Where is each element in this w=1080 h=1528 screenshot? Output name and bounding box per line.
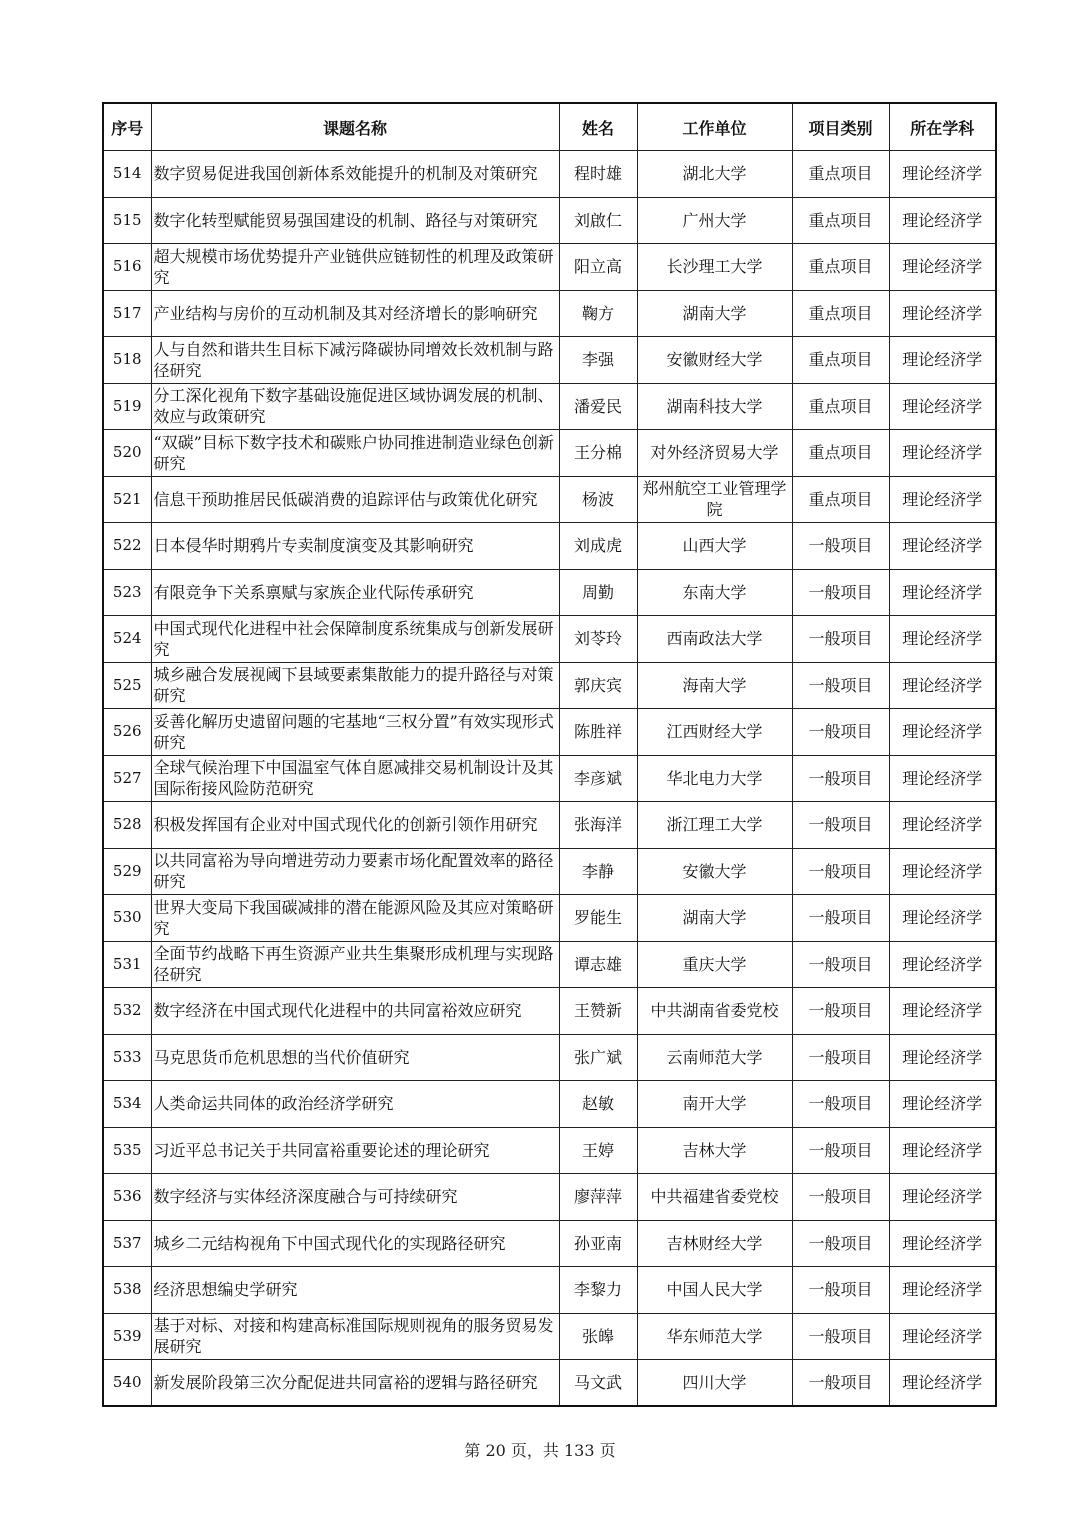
table-row — [103, 755, 996, 802]
table-row — [103, 662, 996, 709]
project-category-cell: 一般项目 — [792, 1220, 889, 1267]
table-row — [103, 709, 996, 756]
work-unit-cell: 湖南大学 — [637, 290, 792, 337]
table-row — [103, 895, 996, 942]
discipline-cell: 理论经济学 — [889, 895, 996, 942]
discipline-cell: 理论经济学 — [889, 1034, 996, 1081]
work-unit-cell: 郑州航空工业管理学院 — [637, 476, 792, 523]
table-row — [103, 1034, 996, 1081]
project-category-cell: 一般项目 — [792, 662, 889, 709]
name-cell: 鞠方 — [559, 290, 637, 337]
project-category-cell: 一般项目 — [792, 616, 889, 663]
project-category-cell: 重点项目 — [792, 290, 889, 337]
project-title-cell: 城乡二元结构视角下中国式现代化的实现路径研究 — [151, 1220, 559, 1267]
page-number-footer: 第 20 页，共 133 页 — [464, 1441, 616, 1460]
project-title-cell: 全球气候治理下中国温室气体自愿减排交易机制设计及其国际衔接风险防范研究 — [151, 755, 559, 802]
table-row — [103, 1360, 996, 1407]
discipline-cell: 理论经济学 — [889, 709, 996, 756]
header-serial-number: 序号 — [103, 103, 151, 151]
discipline-cell: 理论经济学 — [889, 616, 996, 663]
discipline-cell: 理论经济学 — [889, 197, 996, 244]
name-cell: 赵敏 — [559, 1081, 637, 1128]
table-body — [103, 151, 996, 1407]
project-category-cell: 一般项目 — [792, 755, 889, 802]
work-unit-cell: 江西财经大学 — [637, 709, 792, 756]
project-title-cell: 全面节约战略下再生资源产业共生集聚形成机理与实现路径研究 — [151, 941, 559, 988]
work-unit-cell: 中共湖南省委党校 — [637, 988, 792, 1035]
work-unit-cell: 中共福建省委党校 — [637, 1174, 792, 1221]
name-cell: 刘啟仁 — [559, 197, 637, 244]
name-cell: 程时雄 — [559, 151, 637, 198]
discipline-cell: 理论经济学 — [889, 244, 996, 291]
name-cell: 马文武 — [559, 1360, 637, 1407]
serial-number-cell: 522 — [103, 523, 151, 570]
name-cell: 王赞新 — [559, 988, 637, 1035]
discipline-cell: 理论经济学 — [889, 1081, 996, 1128]
table-row — [103, 988, 996, 1035]
work-unit-cell: 湖南科技大学 — [637, 383, 792, 430]
work-unit-cell: 山西大学 — [637, 523, 792, 570]
discipline-cell: 理论经济学 — [889, 941, 996, 988]
name-cell: 王婷 — [559, 1127, 637, 1174]
name-cell: 李黎力 — [559, 1267, 637, 1314]
discipline-cell: 理论经济学 — [889, 988, 996, 1035]
project-title-cell: 马克思货币危机思想的当代价值研究 — [151, 1034, 559, 1081]
serial-number-cell: 515 — [103, 197, 151, 244]
serial-number-cell: 517 — [103, 290, 151, 337]
work-unit-cell: 西南政法大学 — [637, 616, 792, 663]
serial-number-cell: 520 — [103, 430, 151, 477]
project-category-cell: 一般项目 — [792, 988, 889, 1035]
project-title-cell: 经济思想编史学研究 — [151, 1267, 559, 1314]
project-title-cell: 中国式现代化进程中社会保障制度系统集成与创新发展研究 — [151, 616, 559, 663]
project-title-cell: 城乡融合发展视阈下县域要素集散能力的提升路径与对策研究 — [151, 662, 559, 709]
header-discipline: 所在学科 — [889, 103, 996, 151]
work-unit-cell: 湖北大学 — [637, 151, 792, 198]
serial-number-cell: 531 — [103, 941, 151, 988]
work-unit-cell: 安徽财经大学 — [637, 337, 792, 384]
serial-number-cell: 532 — [103, 988, 151, 1035]
discipline-cell: 理论经济学 — [889, 1313, 996, 1360]
project-category-cell: 一般项目 — [792, 802, 889, 849]
discipline-cell: 理论经济学 — [889, 430, 996, 477]
project-category-cell: 重点项目 — [792, 383, 889, 430]
table-row — [103, 1267, 996, 1314]
name-cell: 罗能生 — [559, 895, 637, 942]
header-name: 姓名 — [559, 103, 637, 151]
project-title-cell: 分工深化视角下数字基础设施促进区域协调发展的机制、效应与政策研究 — [151, 383, 559, 430]
name-cell: 张广斌 — [559, 1034, 637, 1081]
serial-number-cell: 519 — [103, 383, 151, 430]
project-list-table — [102, 102, 997, 1407]
serial-number-cell: 535 — [103, 1127, 151, 1174]
work-unit-cell: 湖南大学 — [637, 895, 792, 942]
work-unit-cell: 重庆大学 — [637, 941, 792, 988]
name-cell: 张海洋 — [559, 802, 637, 849]
project-category-cell: 一般项目 — [792, 1267, 889, 1314]
project-category-cell: 一般项目 — [792, 1127, 889, 1174]
serial-number-cell: 528 — [103, 802, 151, 849]
discipline-cell: 理论经济学 — [889, 151, 996, 198]
project-category-cell: 一般项目 — [792, 709, 889, 756]
name-cell: 杨波 — [559, 476, 637, 523]
work-unit-cell: 浙江理工大学 — [637, 802, 792, 849]
project-category-cell: 重点项目 — [792, 151, 889, 198]
serial-number-cell: 516 — [103, 244, 151, 291]
serial-number-cell: 518 — [103, 337, 151, 384]
name-cell: 张皞 — [559, 1313, 637, 1360]
project-title-cell: 数字化转型赋能贸易强国建设的机制、路径与对策研究 — [151, 197, 559, 244]
work-unit-cell: 海南大学 — [637, 662, 792, 709]
discipline-cell: 理论经济学 — [889, 523, 996, 570]
work-unit-cell: 吉林财经大学 — [637, 1220, 792, 1267]
work-unit-cell: 南开大学 — [637, 1081, 792, 1128]
project-category-cell: 重点项目 — [792, 476, 889, 523]
table-row — [103, 151, 996, 198]
project-title-cell: 数字贸易促进我国创新体系效能提升的机制及对策研究 — [151, 151, 559, 198]
project-category-cell: 重点项目 — [792, 244, 889, 291]
discipline-cell: 理论经济学 — [889, 662, 996, 709]
serial-number-cell: 529 — [103, 848, 151, 895]
work-unit-cell: 安徽大学 — [637, 848, 792, 895]
discipline-cell: 理论经济学 — [889, 1360, 996, 1407]
discipline-cell: 理论经济学 — [889, 755, 996, 802]
project-title-cell: 有限竞争下关系禀赋与家族企业代际传承研究 — [151, 569, 559, 616]
table-row — [103, 244, 996, 291]
project-title-cell: 数字经济与实体经济深度融合与可持续研究 — [151, 1174, 559, 1221]
table-row — [103, 197, 996, 244]
serial-number-cell: 540 — [103, 1360, 151, 1407]
serial-number-cell: 526 — [103, 709, 151, 756]
name-cell: 王分棉 — [559, 430, 637, 477]
table-row — [103, 1220, 996, 1267]
project-title-cell: 习近平总书记关于共同富裕重要论述的理论研究 — [151, 1127, 559, 1174]
project-category-cell: 一般项目 — [792, 1034, 889, 1081]
name-cell: 李强 — [559, 337, 637, 384]
project-title-cell: 以共同富裕为导向增进劳动力要素市场化配置效率的路径研究 — [151, 848, 559, 895]
serial-number-cell: 514 — [103, 151, 151, 198]
project-category-cell: 一般项目 — [792, 941, 889, 988]
name-cell: 郭庆宾 — [559, 662, 637, 709]
project-category-cell: 一般项目 — [792, 1174, 889, 1221]
name-cell: 李彦斌 — [559, 755, 637, 802]
serial-number-cell: 537 — [103, 1220, 151, 1267]
project-title-cell: 信息干预助推居民低碳消费的追踪评估与政策优化研究 — [151, 476, 559, 523]
project-category-cell: 重点项目 — [792, 197, 889, 244]
serial-number-cell: 534 — [103, 1081, 151, 1128]
table-row — [103, 1313, 996, 1360]
name-cell: 陈胜祥 — [559, 709, 637, 756]
project-title-cell: “双碳”目标下数字技术和碳账户协同推进制造业绿色创新研究 — [151, 430, 559, 477]
project-title-cell: 产业结构与房价的互动机制及其对经济增长的影响研究 — [151, 290, 559, 337]
header-project-category: 项目类别 — [792, 103, 889, 151]
table-row — [103, 476, 996, 523]
serial-number-cell: 539 — [103, 1313, 151, 1360]
work-unit-cell: 四川大学 — [637, 1360, 792, 1407]
discipline-cell: 理论经济学 — [889, 383, 996, 430]
work-unit-cell: 对外经济贸易大学 — [637, 430, 792, 477]
serial-number-cell: 527 — [103, 755, 151, 802]
project-title-cell: 基于对标、对接和构建高标准国际规则视角的服务贸易发展研究 — [151, 1313, 559, 1360]
table-header-row — [103, 103, 996, 151]
serial-number-cell: 533 — [103, 1034, 151, 1081]
table-row — [103, 616, 996, 663]
work-unit-cell: 长沙理工大学 — [637, 244, 792, 291]
name-cell: 刘苓玲 — [559, 616, 637, 663]
work-unit-cell: 华东师范大学 — [637, 1313, 792, 1360]
serial-number-cell: 524 — [103, 616, 151, 663]
serial-number-cell: 525 — [103, 662, 151, 709]
serial-number-cell: 521 — [103, 476, 151, 523]
work-unit-cell: 中国人民大学 — [637, 1267, 792, 1314]
table-row — [103, 1081, 996, 1128]
project-category-cell: 重点项目 — [792, 337, 889, 384]
table-row — [103, 383, 996, 430]
work-unit-cell: 华北电力大学 — [637, 755, 792, 802]
project-title-cell: 妥善化解历史遗留问题的宅基地“三权分置”有效实现形式研究 — [151, 709, 559, 756]
project-title-cell: 超大规模市场优势提升产业链供应链韧性的机理及政策研究 — [151, 244, 559, 291]
header-work-unit: 工作单位 — [637, 103, 792, 151]
project-category-cell: 一般项目 — [792, 1081, 889, 1128]
name-cell: 李静 — [559, 848, 637, 895]
discipline-cell: 理论经济学 — [889, 290, 996, 337]
table-row — [103, 569, 996, 616]
work-unit-cell: 吉林大学 — [637, 1127, 792, 1174]
discipline-cell: 理论经济学 — [889, 1220, 996, 1267]
work-unit-cell: 东南大学 — [637, 569, 792, 616]
project-title-cell: 人类命运共同体的政治经济学研究 — [151, 1081, 559, 1128]
name-cell: 孙亚南 — [559, 1220, 637, 1267]
project-title-cell: 日本侵华时期鸦片专卖制度演变及其影响研究 — [151, 523, 559, 570]
table-row — [103, 802, 996, 849]
table-row — [103, 523, 996, 570]
project-category-cell: 一般项目 — [792, 569, 889, 616]
table-row — [103, 848, 996, 895]
name-cell: 刘成虎 — [559, 523, 637, 570]
table-row — [103, 290, 996, 337]
serial-number-cell: 523 — [103, 569, 151, 616]
project-title-cell: 积极发挥国有企业对中国式现代化的创新引领作用研究 — [151, 802, 559, 849]
discipline-cell: 理论经济学 — [889, 476, 996, 523]
table-row — [103, 1174, 996, 1221]
project-category-cell: 一般项目 — [792, 895, 889, 942]
discipline-cell: 理论经济学 — [889, 1267, 996, 1314]
name-cell: 阳立高 — [559, 244, 637, 291]
discipline-cell: 理论经济学 — [889, 848, 996, 895]
table-row — [103, 1127, 996, 1174]
work-unit-cell: 云南师范大学 — [637, 1034, 792, 1081]
serial-number-cell: 530 — [103, 895, 151, 942]
name-cell: 谭志雄 — [559, 941, 637, 988]
header-project-title: 课题名称 — [151, 103, 559, 151]
project-title-cell: 世界大变局下我国碳减排的潜在能源风险及其应对策略研究 — [151, 895, 559, 942]
discipline-cell: 理论经济学 — [889, 1127, 996, 1174]
name-cell: 廖萍萍 — [559, 1174, 637, 1221]
project-category-cell: 一般项目 — [792, 1313, 889, 1360]
project-category-cell: 一般项目 — [792, 523, 889, 570]
project-category-cell: 重点项目 — [792, 430, 889, 477]
project-title-cell: 数字经济在中国式现代化进程中的共同富裕效应研究 — [151, 988, 559, 1035]
table-row — [103, 941, 996, 988]
serial-number-cell: 538 — [103, 1267, 151, 1314]
project-title-cell: 新发展阶段第三次分配促进共同富裕的逻辑与路径研究 — [151, 1360, 559, 1407]
discipline-cell: 理论经济学 — [889, 569, 996, 616]
name-cell: 周勤 — [559, 569, 637, 616]
name-cell: 潘爱民 — [559, 383, 637, 430]
project-category-cell: 一般项目 — [792, 1360, 889, 1407]
discipline-cell: 理论经济学 — [889, 1174, 996, 1221]
discipline-cell: 理论经济学 — [889, 802, 996, 849]
table-row — [103, 337, 996, 384]
discipline-cell: 理论经济学 — [889, 337, 996, 384]
table-row — [103, 430, 996, 477]
serial-number-cell: 536 — [103, 1174, 151, 1221]
project-title-cell: 人与自然和谐共生目标下减污降碳协同增效长效机制与路径研究 — [151, 337, 559, 384]
project-category-cell: 一般项目 — [792, 848, 889, 895]
work-unit-cell: 广州大学 — [637, 197, 792, 244]
